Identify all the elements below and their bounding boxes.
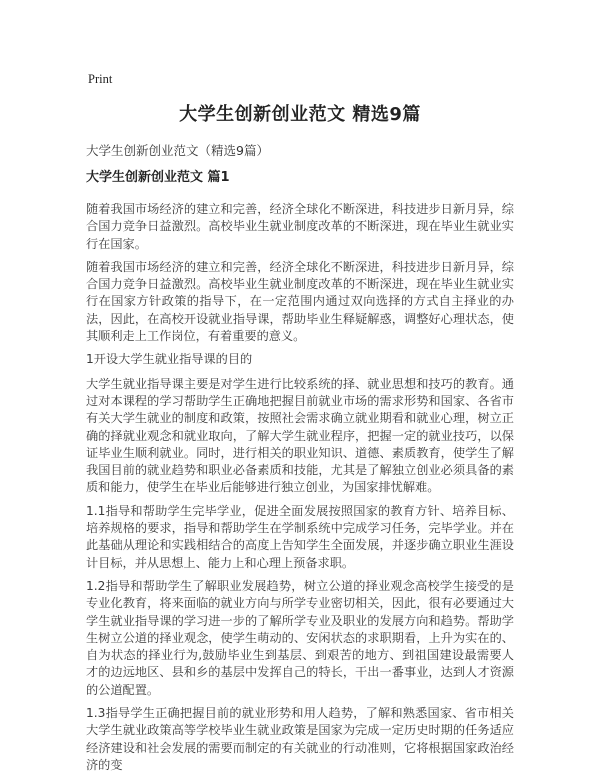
- doc-subtitle: 大学生创新创业范文（精选9篇）: [86, 143, 269, 158]
- page-title: 大学生创新创业范文 精选9篇: [179, 104, 421, 125]
- document-body: [86, 201, 514, 774]
- paragraph: 1.1指导和帮助学生完毕学业，促进全面发展按照国家的教育方针、培养目标、培养规格的要求，指导和帮助学生在学制系统中完成学习任务，完毕学业。并在此基础从理论和实践相结合的高度上告知学生全面发展，并逐步确立职业生涯设计目标，并从思想上、能力上和心理上预备求职。: [86, 503, 514, 570]
- print-link[interactable]: Print: [88, 72, 113, 86]
- paragraph: 1.3指导学生正确把握目前的就业形势和用人趋势，了解和熟悉国家、省市相关大学生就业政策高等学校毕业生就业政策是国家为完成一定历史时期的任务适应经济建设和社会发展的需要而制定的有关就业的行动准则，它将根据国家政治经济的变: [86, 706, 514, 772]
- section-title: 大学生创新创业范文 篇1: [86, 170, 230, 185]
- section-subheading: 1开设大学生就业指导课的目的: [86, 352, 253, 367]
- paragraph: 大学生就业指导课主要是对学生进行比较系统的择、就业思想和技巧的教育。通过对本课程的学习帮助学生正确地把握目前就业市场的需求形势和国家、各省市有关大学生就业的制度和政策，按照社会需求确立就业期看和就业心理，树立正确的择就业观念和就业取向，了解大学生就业程序，把握一定的就业技巧，以保证毕业生顺利就业。同时，进行相关的职业知识、道德、素质教育，使学生了解我国目前的就业趋势和职业必备素质和技能，尤其是了解独立创业必须具备的素质和能力，使学生在毕业后能够进行独立创业，为国家排忧解难。: [86, 376, 514, 495]
- paragraph: 随着我国市场经济的建立和完善，经济全球化不断深进，科技进步日新月异，综合国力竞争日益激烈。高校毕业生就业制度改革的不断深进，现在毕业生就业实行在国家方针政策的指导下，在一定范围内通过双向选择的方式自主择业的办法，因此，在高校开设就业指导课，帮助毕业生释疑解惑，调整好心理状态，使其顺利走上工作岗位，有着重要的意义。: [86, 259, 514, 344]
- paragraph: 随着我国市场经济的建立和完善，经济全球化不断深进，科技进步日新月异，综合国力竞争日益激烈。高校毕业生就业制度改革的不断深进，现在毕业生就业实行在国家。: [86, 202, 514, 251]
- paragraph: 1.2指导和帮助学生了解职业发展趋势，树立公道的择业观念高校学生接受的是专业化教育，将来面临的就业方向与所学专业密切相关，因此，很有必要通过大学生就业指导课的学习进一步的了解所学专业及职业的发展方向和趋势。帮助学生树立公道的择业观念，使学生萌动的、安闲状态的求职期看，上升为实在的、自为状态的择业行为,鼓励毕业生到基层、到艰苦的地方、到祖国建设最需要人才的边远地区、县和乡的基层中发挥自己的特长，干出一番事业，达到人才资源的公道配置。: [86, 578, 514, 697]
